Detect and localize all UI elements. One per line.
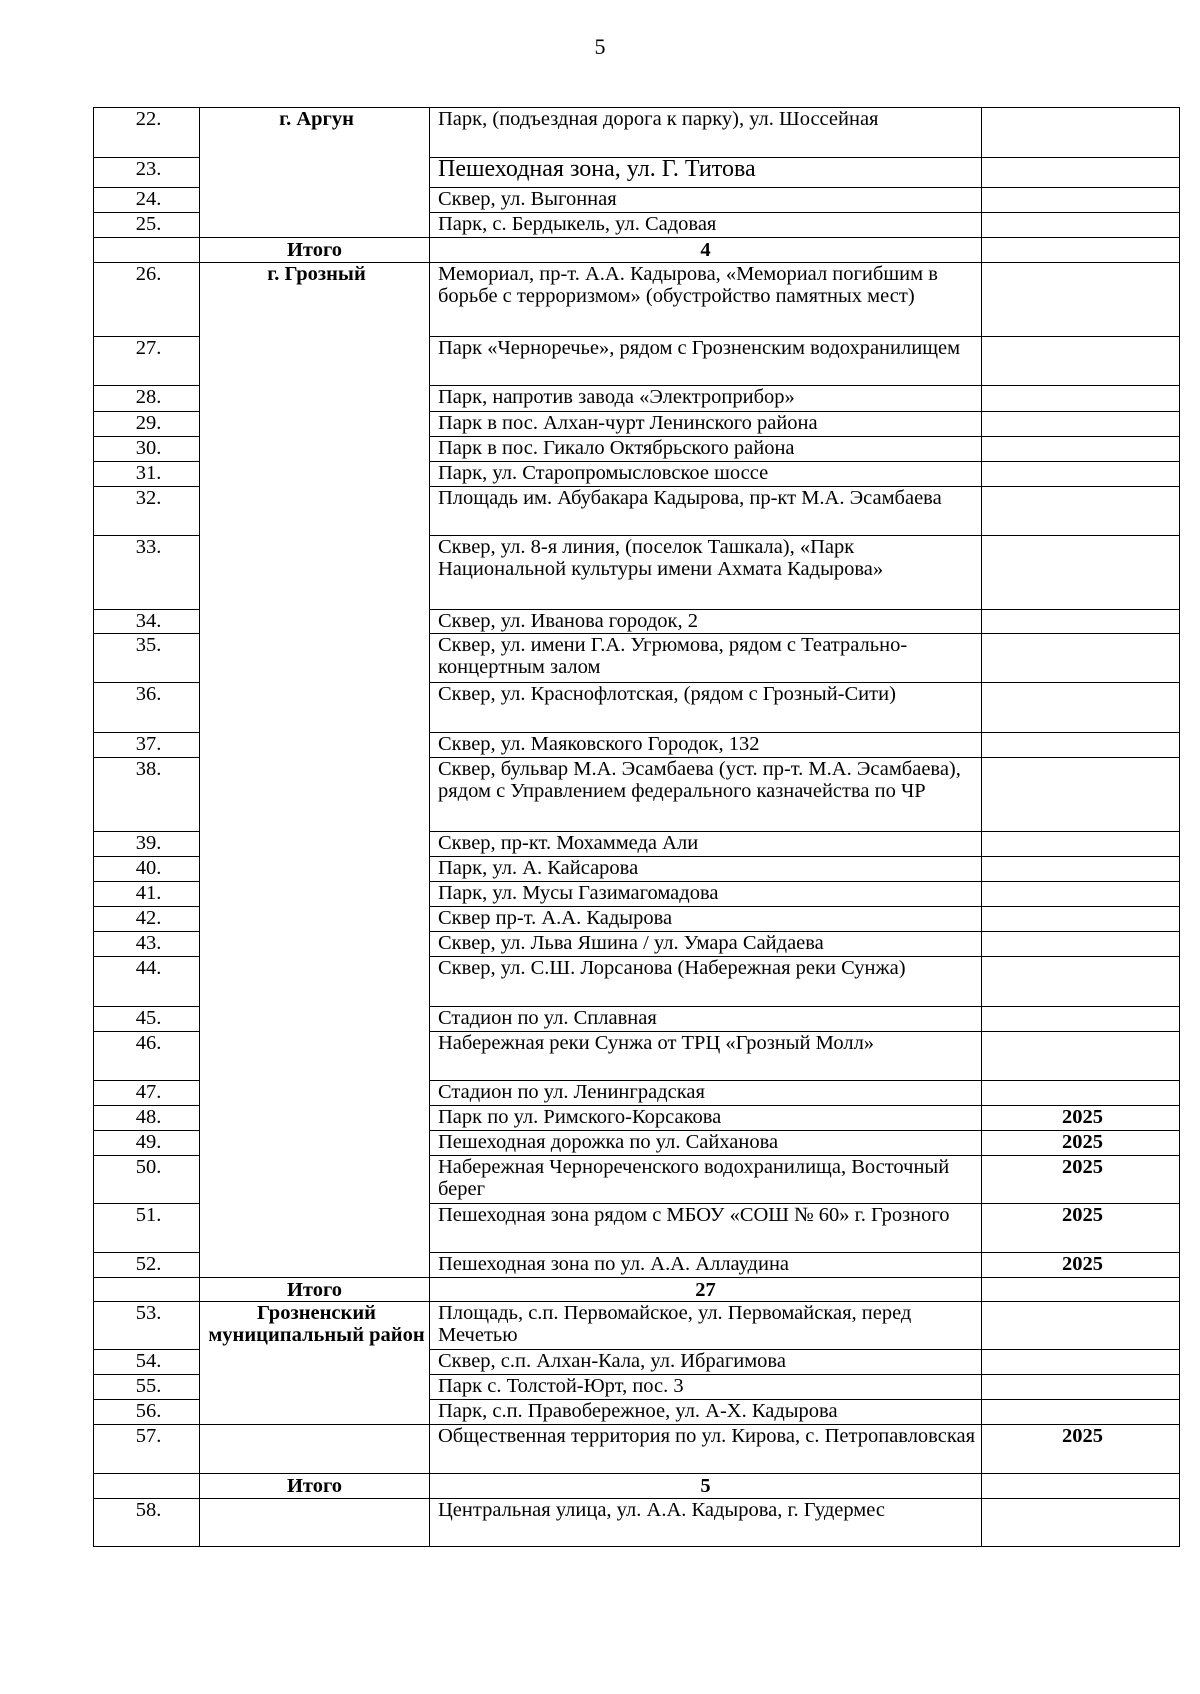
territory-description: Парк, ул. А. Кайсарова bbox=[430, 857, 982, 882]
year-value: 2025 bbox=[982, 1425, 1180, 1474]
territory-description: Пешеходная дорожка по ул. Сайханова bbox=[430, 1131, 982, 1156]
year-value bbox=[982, 1499, 1180, 1547]
total-value: 27 bbox=[430, 1278, 982, 1302]
territory-description: Сквер, ул. Льва Яшина / ул. Умара Сайдаева bbox=[430, 932, 982, 957]
year-value bbox=[982, 957, 1180, 1007]
territory-description: Сквер, с.п. Алхан-Кала, ул. Ибрагимова bbox=[430, 1350, 982, 1375]
total-label: Итого bbox=[200, 1474, 430, 1499]
row-number: 52. bbox=[94, 1253, 200, 1278]
territory-description: Стадион по ул. Сплавная bbox=[430, 1007, 982, 1032]
row-number: 34. bbox=[94, 610, 200, 634]
year-value bbox=[982, 1375, 1180, 1400]
year-value bbox=[982, 832, 1180, 857]
year-value bbox=[982, 536, 1180, 610]
total-row bbox=[94, 1278, 1180, 1302]
row-number: 46. bbox=[94, 1032, 200, 1081]
year-value bbox=[982, 386, 1180, 412]
row-number: 48. bbox=[94, 1106, 200, 1131]
empty-cell bbox=[982, 238, 1180, 263]
row-number: 28. bbox=[94, 386, 200, 412]
empty-cell bbox=[94, 238, 200, 263]
row-number: 22. bbox=[94, 108, 200, 158]
territory-description: Парк, ул. Мусы Газимагомадова bbox=[430, 882, 982, 907]
row-number: 49. bbox=[94, 1131, 200, 1156]
year-value bbox=[982, 758, 1180, 832]
territory-description: Сквер, ул. Краснофлотская, (рядом с Грозный-Сити) bbox=[430, 683, 982, 733]
year-value bbox=[982, 1302, 1180, 1350]
row-number: 40. bbox=[94, 857, 200, 882]
year-value bbox=[982, 1007, 1180, 1032]
row-number: 32. bbox=[94, 487, 200, 536]
year-value bbox=[982, 857, 1180, 882]
total-row bbox=[94, 238, 1180, 263]
territory-description: Набережная Чернореченского водохранилища, Восточный берег bbox=[430, 1156, 982, 1204]
year-value: 2025 bbox=[982, 1156, 1180, 1204]
year-value bbox=[982, 213, 1180, 238]
empty-cell bbox=[982, 1474, 1180, 1499]
territory-description: Площадь, с.п. Первомайское, ул. Первомайская, перед Мечетью bbox=[430, 1302, 982, 1350]
territory-description: Пешеходная зона, ул. Г. Титова bbox=[430, 158, 982, 188]
table-row bbox=[94, 1425, 1180, 1474]
row-number: 55. bbox=[94, 1375, 200, 1400]
territory-description: Парк в пос. Гикало Октябрьского района bbox=[430, 437, 982, 462]
row-number: 47. bbox=[94, 1081, 200, 1106]
district-name: г. Грозный bbox=[200, 263, 430, 1278]
territory-description: Стадион по ул. Ленинградская bbox=[430, 1081, 982, 1106]
total-label: Итого bbox=[200, 238, 430, 263]
territory-description: Сквер, ул. имени Г.А. Угрюмова, рядом с Театрально-концертным залом bbox=[430, 634, 982, 683]
year-value bbox=[982, 188, 1180, 213]
empty-cell bbox=[982, 1278, 1180, 1302]
row-number: 24. bbox=[94, 188, 200, 213]
year-value bbox=[982, 882, 1180, 907]
year-value bbox=[982, 932, 1180, 957]
row-number: 30. bbox=[94, 437, 200, 462]
territory-description: Сквер, пр-кт. Мохаммеда Али bbox=[430, 832, 982, 857]
year-value bbox=[982, 462, 1180, 487]
year-value bbox=[982, 1350, 1180, 1375]
territory-description: Сквер, ул. С.Ш. Лорсанова (Набережная реки Сунжа) bbox=[430, 957, 982, 1007]
row-number: 39. bbox=[94, 832, 200, 857]
row-number: 45. bbox=[94, 1007, 200, 1032]
row-number: 27. bbox=[94, 337, 200, 386]
territory-description: Сквер, бульвар М.А. Эсамбаева (уст. пр-т. М.А. Эсамбаева), рядом с Управлением федерального казначейства по ЧР bbox=[430, 758, 982, 832]
territory-description: Сквер, ул. Выгонная bbox=[430, 188, 982, 213]
row-number: 37. bbox=[94, 733, 200, 758]
row-number: 38. bbox=[94, 758, 200, 832]
territory-description: Парк по ул. Римского-Корсакова bbox=[430, 1106, 982, 1131]
table-row bbox=[94, 1499, 1180, 1547]
district-name: Грозненский муниципальный район bbox=[200, 1302, 430, 1425]
row-number: 25. bbox=[94, 213, 200, 238]
year-value: 2025 bbox=[982, 1106, 1180, 1131]
year-value bbox=[982, 487, 1180, 536]
year-value bbox=[982, 108, 1180, 158]
territory-description: Парк с. Толстой-Юрт, пос. 3 bbox=[430, 1375, 982, 1400]
year-value: 2025 bbox=[982, 1253, 1180, 1278]
row-number: 58. bbox=[94, 1499, 200, 1547]
district-cell bbox=[200, 1425, 430, 1474]
total-value: 4 bbox=[430, 238, 982, 263]
year-value bbox=[982, 907, 1180, 932]
territory-description: Общественная территория по ул. Кирова, с. Петропавловская bbox=[430, 1425, 982, 1474]
territory-description: Сквер, ул. Иванова городок, 2 bbox=[430, 610, 982, 634]
row-number: 51. bbox=[94, 1204, 200, 1253]
total-label: Итого bbox=[200, 1278, 430, 1302]
territory-description: Мемориал, пр-т. А.А. Кадырова, «Мемориал погибшим в борьбе с терроризмом» (обустройство памятных мест) bbox=[430, 263, 982, 337]
total-value: 5 bbox=[430, 1474, 982, 1499]
territory-description: Сквер, ул. 8-я линия, (поселок Ташкала), «Парк Национальной культуры имени Ахмата Кадырова» bbox=[430, 536, 982, 610]
territory-description: Парк в пос. Алхан-чурт Ленинского района bbox=[430, 412, 982, 437]
table-row bbox=[94, 1302, 1180, 1350]
table-row bbox=[94, 263, 1180, 337]
year-value bbox=[982, 1081, 1180, 1106]
row-number: 57. bbox=[94, 1425, 200, 1474]
table-row bbox=[94, 108, 1180, 158]
row-number: 43. bbox=[94, 932, 200, 957]
territories-table bbox=[93, 107, 1180, 1547]
row-number: 33. bbox=[94, 536, 200, 610]
row-number: 29. bbox=[94, 412, 200, 437]
year-value bbox=[982, 158, 1180, 188]
territory-description: Парк, с. Бердыкель, ул. Садовая bbox=[430, 213, 982, 238]
year-value bbox=[982, 337, 1180, 386]
year-value bbox=[982, 610, 1180, 634]
territory-description: Парк «Черноречье», рядом с Грозненским водохранилищем bbox=[430, 337, 982, 386]
row-number: 23. bbox=[94, 158, 200, 188]
year-value: 2025 bbox=[982, 1131, 1180, 1156]
row-number: 35. bbox=[94, 634, 200, 683]
year-value bbox=[982, 263, 1180, 337]
empty-cell bbox=[94, 1474, 200, 1499]
row-number: 31. bbox=[94, 462, 200, 487]
row-number: 36. bbox=[94, 683, 200, 733]
row-number: 42. bbox=[94, 907, 200, 932]
year-value bbox=[982, 634, 1180, 683]
territory-description: Сквер пр-т. А.А. Кадырова bbox=[430, 907, 982, 932]
row-number: 53. bbox=[94, 1302, 200, 1350]
territory-description: Пешеходная зона по ул. А.А. Аллаудина bbox=[430, 1253, 982, 1278]
page-number: 5 bbox=[594, 34, 606, 59]
year-value: 2025 bbox=[982, 1204, 1180, 1253]
district-cell bbox=[200, 1499, 430, 1547]
territory-description: Центральная улица, ул. А.А. Кадырова, г. Гудермес bbox=[430, 1499, 982, 1547]
empty-cell bbox=[94, 1278, 200, 1302]
territory-description: Набережная реки Сунжа от ТРЦ «Грозный Молл» bbox=[430, 1032, 982, 1081]
row-number: 50. bbox=[94, 1156, 200, 1204]
row-number: 54. bbox=[94, 1350, 200, 1375]
territory-description: Парк, напротив завода «Электроприбор» bbox=[430, 386, 982, 412]
total-row bbox=[94, 1474, 1180, 1499]
territory-description: Парк, (подъездная дорога к парку), ул. Шоссейная bbox=[430, 108, 982, 158]
year-value bbox=[982, 683, 1180, 733]
territory-description: Пешеходная зона рядом с МБОУ «СОШ № 60» г. Грозного bbox=[430, 1204, 982, 1253]
row-number: 56. bbox=[94, 1400, 200, 1425]
territory-description: Сквер, ул. Маяковского Городок, 132 bbox=[430, 733, 982, 758]
year-value bbox=[982, 1400, 1180, 1425]
row-number: 44. bbox=[94, 957, 200, 1007]
territory-description: Парк, ул. Старопромысловское шоссе bbox=[430, 462, 982, 487]
row-number: 26. bbox=[94, 263, 200, 337]
year-value bbox=[982, 1032, 1180, 1081]
year-value bbox=[982, 437, 1180, 462]
territory-description: Площадь им. Абубакара Кадырова, пр-кт М.А. Эсамбаева bbox=[430, 487, 982, 536]
row-number: 41. bbox=[94, 882, 200, 907]
year-value bbox=[982, 412, 1180, 437]
territory-description: Парк, с.п. Правобережное, ул. А-Х. Кадырова bbox=[430, 1400, 982, 1425]
district-name: г. Аргун bbox=[200, 108, 430, 238]
year-value bbox=[982, 733, 1180, 758]
